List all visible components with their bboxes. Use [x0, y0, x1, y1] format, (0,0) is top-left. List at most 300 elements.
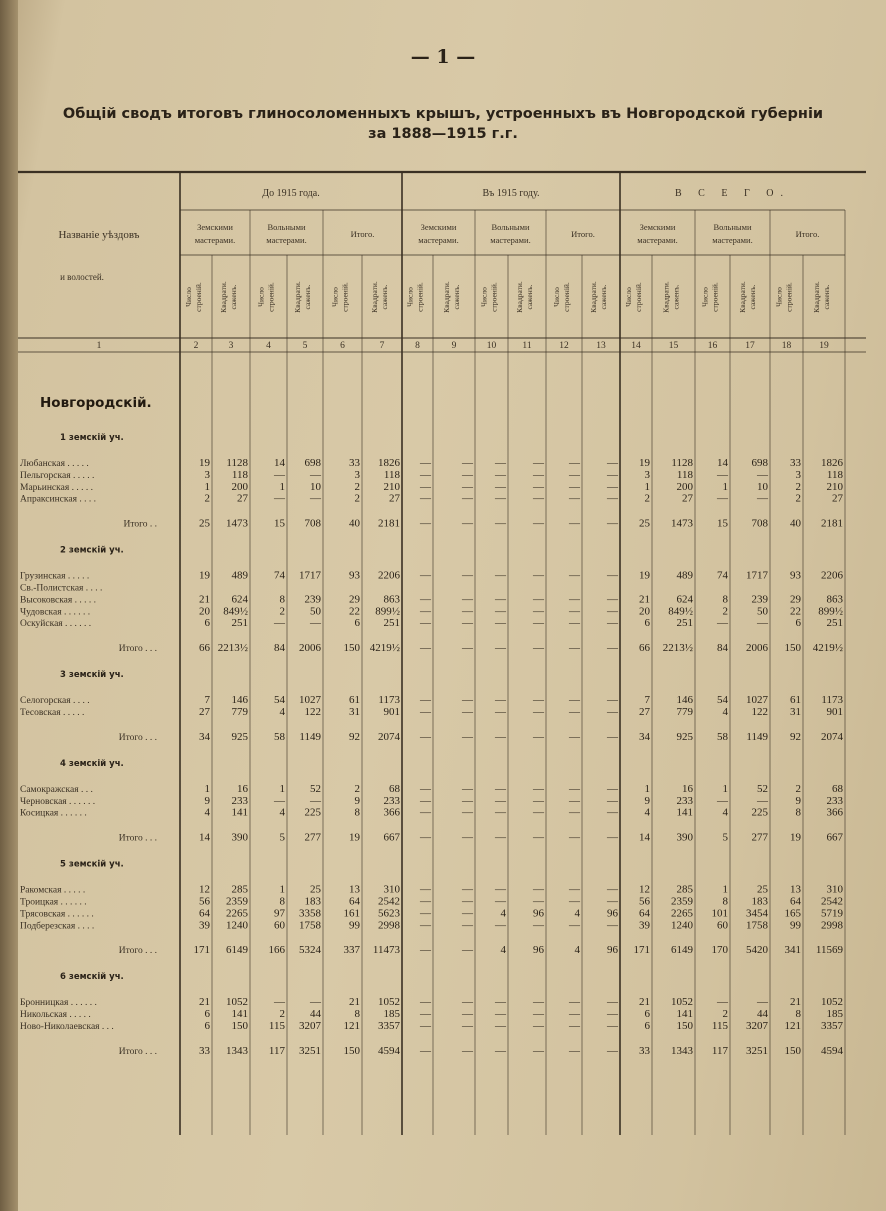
row-value: 2265: [226, 907, 248, 920]
column-number: 8: [415, 341, 420, 351]
row-value: —: [462, 919, 473, 932]
row-value: 141: [676, 806, 693, 819]
total-value: —: [495, 642, 506, 655]
row-value: 1: [279, 480, 285, 493]
name-col-header: Названіе уѣздовъ: [58, 229, 140, 241]
row-value: 4: [279, 706, 285, 718]
row-name: Оскуйская . . . . . .: [20, 619, 92, 630]
row-value: —: [533, 782, 544, 795]
column-header: Число: [552, 287, 561, 307]
row-value: —: [569, 706, 580, 718]
row-value: 21: [349, 996, 360, 1009]
row-value: 115: [711, 1020, 728, 1032]
column-number: 10: [486, 341, 497, 351]
column-header: строеній.: [562, 282, 571, 312]
row-value: 1128: [226, 457, 248, 469]
row-value: 14: [274, 457, 285, 469]
row-value: 6: [354, 617, 360, 630]
row-value: 1826: [378, 457, 400, 469]
total-value: 708: [304, 517, 321, 530]
row-value: 22: [790, 605, 801, 618]
row-value: —: [607, 569, 618, 582]
row-value: 68: [389, 782, 400, 795]
row-value: —: [607, 480, 618, 493]
row-value: —: [495, 706, 506, 718]
row-value: 150: [676, 1020, 693, 1032]
total-value: —: [533, 517, 544, 530]
row-value: —: [462, 492, 473, 505]
row-value: 39: [199, 919, 210, 932]
row-value: 624: [676, 593, 693, 606]
row-value: —: [533, 605, 544, 618]
subgroup-header: мастерами.: [712, 235, 753, 245]
row-value: 27: [199, 706, 210, 718]
row-value: —: [757, 794, 768, 807]
row-value: 6: [204, 617, 210, 630]
column-number: 5: [302, 341, 308, 351]
row-value: —: [717, 794, 728, 807]
row-value: 93: [349, 569, 360, 582]
row-value: 9: [644, 794, 650, 807]
column-number: 17: [745, 341, 755, 351]
row-value: 122: [751, 706, 768, 718]
column-header: Число: [405, 287, 415, 307]
total-value: 33: [199, 1044, 210, 1057]
total-value: 341: [784, 944, 801, 957]
total-value: —: [607, 1044, 618, 1057]
column-number: 1: [96, 341, 102, 351]
row-value: —: [495, 883, 506, 896]
total-value: 925: [676, 730, 693, 743]
row-value: 3207: [299, 1020, 321, 1032]
subgroup-header: мастерами.: [637, 235, 678, 245]
row-value: 54: [717, 694, 728, 707]
total-value: —: [607, 831, 618, 844]
row-value: 6: [644, 1020, 650, 1032]
row-value: 8: [795, 1008, 801, 1021]
row-value: 698: [751, 457, 768, 469]
row-value: —: [420, 806, 431, 819]
row-value: 60: [717, 919, 728, 932]
total-value: —: [462, 517, 473, 530]
row-value: 366: [383, 806, 400, 819]
row-value: 698: [304, 457, 321, 469]
row-value: 4: [722, 806, 728, 819]
total-value: 667: [383, 831, 400, 844]
row-value: 19: [639, 457, 650, 469]
section-title: 5 земскій уч.: [60, 859, 124, 870]
subgroup-header: Вольными: [267, 222, 306, 232]
total-value: —: [569, 517, 580, 530]
row-value: 122: [304, 706, 321, 718]
total-value: —: [420, 831, 431, 844]
row-value: 14: [717, 457, 728, 469]
column-number: 19: [819, 341, 829, 351]
row-value: 1758: [746, 919, 768, 932]
row-value: 141: [231, 1008, 248, 1021]
row-value: —: [420, 895, 431, 908]
total-value: —: [462, 730, 473, 743]
section-title: 1 земскій уч.: [60, 433, 124, 443]
total-value: 40: [349, 517, 360, 530]
row-value: —: [533, 996, 544, 1009]
row-value: —: [495, 794, 506, 807]
row-value: 3: [644, 468, 650, 481]
total-value: —: [533, 730, 544, 743]
row-value: 2: [795, 492, 801, 505]
row-value: —: [462, 1008, 473, 1021]
subgroup-header: Земскими: [420, 222, 457, 232]
total-value: 84: [717, 642, 728, 655]
row-name: Грузинская . . . . .: [20, 571, 90, 582]
row-value: —: [495, 694, 506, 707]
row-value: 33: [790, 457, 801, 469]
row-value: 285: [231, 883, 248, 896]
total-value: 277: [751, 831, 768, 844]
row-value: —: [607, 895, 618, 908]
subgroup-header: Земскими: [639, 222, 676, 232]
total-value: 1149: [746, 730, 768, 743]
row-value: 1: [644, 782, 650, 795]
row-value: —: [757, 468, 768, 481]
column-header: строеній.: [266, 282, 276, 312]
row-value: 50: [310, 605, 321, 618]
row-value: —: [569, 617, 580, 630]
row-value: 27: [237, 492, 248, 505]
row-value: —: [462, 794, 473, 807]
row-value: —: [420, 468, 431, 481]
row-value: 5623: [378, 907, 400, 920]
row-value: —: [717, 617, 728, 630]
row-value: 8: [354, 1008, 360, 1021]
row-value: —: [310, 794, 321, 807]
row-value: 56: [199, 895, 210, 908]
total-value: —: [569, 1044, 580, 1057]
total-value: —: [495, 730, 506, 743]
row-value: —: [533, 794, 544, 807]
row-value: —: [607, 457, 618, 469]
row-value: 6: [204, 1008, 210, 1021]
row-value: 56: [639, 895, 650, 908]
total-value: 6149: [671, 944, 693, 957]
row-value: —: [717, 492, 728, 505]
row-value: —: [757, 492, 768, 505]
total-label: Итого . . .: [118, 833, 157, 844]
row-value: —: [607, 694, 618, 707]
row-value: —: [569, 883, 580, 896]
total-value: —: [462, 831, 473, 844]
row-value: 239: [751, 593, 768, 606]
total-value: —: [462, 944, 473, 957]
total-value: 166: [268, 944, 285, 957]
row-value: 366: [826, 806, 843, 819]
row-value: —: [607, 1008, 618, 1021]
total-value: 5: [279, 831, 285, 844]
row-value: 61: [349, 694, 360, 707]
row-value: 2998: [821, 919, 843, 932]
row-value: 4: [204, 806, 210, 819]
total-value: 96: [533, 944, 544, 957]
row-value: 12: [199, 883, 210, 896]
row-value: —: [569, 593, 580, 606]
total-value: 171: [633, 944, 650, 957]
row-value: 1: [204, 480, 210, 493]
row-value: —: [462, 569, 473, 582]
row-value: 146: [676, 694, 693, 707]
total-value: 6149: [226, 944, 248, 957]
column-number: 16: [707, 341, 718, 351]
group-header: Въ 1915 году.: [482, 188, 540, 199]
column-header: Квадрати.: [370, 281, 379, 313]
row-value: 200: [676, 480, 693, 493]
row-value: 210: [826, 480, 843, 493]
column-header: Квадрати.: [442, 281, 451, 313]
row-value: 489: [676, 569, 693, 582]
row-value: 1: [722, 883, 728, 896]
row-value: —: [495, 492, 506, 505]
row-value: 16: [682, 782, 693, 795]
row-value: 96: [533, 907, 544, 920]
row-value: 74: [717, 569, 728, 582]
row-value: 118: [826, 468, 843, 481]
row-value: 25: [757, 883, 768, 896]
row-value: 3358: [299, 907, 321, 920]
row-name: Троицкая . . . . . .: [20, 897, 87, 908]
page-number: — 1 —: [410, 46, 476, 68]
row-value: 4: [500, 907, 506, 920]
total-label: Итого . . .: [118, 732, 157, 743]
row-value: 225: [304, 806, 321, 819]
row-value: 489: [231, 569, 248, 582]
row-value: 141: [676, 1008, 693, 1021]
row-name: Тесовская . . . . .: [20, 708, 85, 718]
row-value: 20: [199, 605, 210, 618]
row-value: —: [420, 694, 431, 707]
total-value: 390: [231, 831, 248, 844]
row-value: 22: [349, 605, 360, 618]
row-value: 1027: [746, 694, 768, 707]
row-value: 8: [722, 895, 728, 908]
row-value: —: [462, 605, 473, 618]
total-value: 4594: [378, 1044, 400, 1057]
row-value: 2: [204, 492, 210, 505]
column-header: строеній.: [710, 282, 720, 312]
title-line-1: Общій сводъ итоговъ глиносоломенныхъ крышъ, устроенныхъ въ Новгородской губерніи: [62, 106, 824, 122]
row-value: 1717: [299, 569, 321, 582]
row-value: —: [420, 605, 431, 618]
row-name: Никольская . . . . .: [20, 1010, 91, 1021]
row-value: 1052: [671, 996, 693, 1009]
row-value: 185: [383, 1008, 400, 1021]
row-value: 1173: [821, 694, 843, 707]
total-value: 150: [343, 1044, 360, 1057]
row-value: 20: [639, 605, 650, 618]
row-value: 251: [826, 617, 843, 630]
subgroup-header: Земскими: [197, 222, 233, 232]
column-header: Квадрати.: [589, 281, 598, 313]
subgroup-header: Итого.: [795, 229, 820, 239]
row-value: 6: [204, 1020, 210, 1032]
subgroup-header: мастерами.: [266, 235, 307, 245]
row-value: 863: [826, 593, 843, 606]
row-value: 6: [644, 1008, 650, 1021]
subgroup-header: мастерами.: [194, 235, 236, 245]
total-value: 66: [199, 642, 210, 655]
column-header: строеній.: [340, 282, 350, 312]
row-value: —: [495, 457, 506, 469]
row-value: 31: [790, 706, 801, 718]
row-value: 21: [790, 996, 801, 1009]
row-value: 901: [826, 706, 843, 718]
row-value: 2206: [821, 569, 843, 582]
column-number: 14: [631, 341, 641, 351]
row-value: 29: [790, 593, 801, 606]
row-value: 1052: [821, 996, 843, 1009]
row-value: 141: [231, 806, 248, 819]
total-value: 4: [574, 944, 580, 957]
total-value: 25: [639, 517, 650, 530]
total-value: 277: [304, 831, 321, 844]
row-value: 64: [199, 907, 210, 920]
row-value: 2: [722, 605, 728, 618]
row-value: 1: [722, 480, 728, 493]
total-value: 84: [274, 642, 285, 655]
row-value: —: [533, 480, 544, 493]
row-value: 99: [790, 919, 801, 932]
row-value: —: [607, 593, 618, 606]
row-value: 8: [279, 593, 285, 606]
row-value: 19: [199, 457, 210, 469]
column-number: 6: [340, 341, 345, 351]
total-value: 150: [784, 642, 801, 655]
row-value: 121: [784, 1020, 801, 1032]
row-value: —: [462, 883, 473, 896]
total-value: 34: [199, 730, 210, 743]
row-value: —: [420, 706, 431, 718]
row-value: 233: [676, 794, 693, 807]
row-value: —: [462, 457, 473, 469]
total-value: 1473: [226, 517, 248, 530]
subgroup-header: Итого.: [571, 229, 595, 239]
group-header: До 1915 года.: [262, 188, 320, 199]
total-value: 5324: [299, 944, 321, 957]
total-value: 4219½: [812, 642, 843, 655]
total-value: 33: [639, 1044, 650, 1057]
row-value: 1: [722, 782, 728, 795]
row-value: —: [533, 706, 544, 718]
row-value: —: [274, 617, 285, 630]
row-value: 21: [199, 593, 210, 606]
row-value: 849½: [223, 605, 248, 618]
row-value: —: [607, 919, 618, 932]
row-value: 21: [199, 996, 210, 1009]
row-value: 1717: [746, 569, 768, 582]
total-value: 2213½: [662, 642, 693, 655]
row-value: —: [607, 782, 618, 795]
district-name: Новгородскій.: [40, 395, 152, 411]
row-value: 64: [639, 907, 650, 920]
total-value: 14: [639, 831, 650, 844]
total-value: —: [607, 730, 618, 743]
total-label: Итого . . .: [118, 644, 157, 655]
row-name: Апраксинская . . . .: [20, 494, 96, 505]
column-number: 4: [266, 341, 271, 351]
row-value: —: [533, 468, 544, 481]
row-value: —: [420, 480, 431, 493]
column-header: Число: [479, 287, 489, 307]
total-label: Итого . . .: [118, 1046, 157, 1057]
row-value: —: [569, 468, 580, 481]
row-name: Черновская . . . . . .: [20, 796, 96, 807]
row-value: 849½: [668, 605, 693, 618]
row-value: —: [757, 617, 768, 630]
row-value: —: [569, 794, 580, 807]
row-value: —: [607, 996, 618, 1009]
row-value: —: [420, 593, 431, 606]
column-number: 15: [668, 341, 679, 351]
row-value: 2: [644, 492, 650, 505]
row-value: —: [495, 468, 506, 481]
row-value: 1027: [299, 694, 321, 707]
row-name: Пельгорская . . . . .: [20, 470, 95, 481]
column-header: саженъ.: [229, 284, 238, 310]
total-value: —: [420, 730, 431, 743]
row-value: 251: [676, 617, 693, 630]
column-header: Число: [700, 287, 710, 307]
row-value: 3: [354, 468, 360, 481]
row-value: 8: [795, 806, 801, 819]
total-value: 1473: [671, 517, 693, 530]
column-number: 3: [228, 341, 234, 351]
row-value: 239: [304, 593, 321, 606]
total-value: 117: [711, 1044, 728, 1057]
total-value: 92: [349, 730, 360, 743]
row-value: 31: [349, 706, 360, 718]
row-value: 2: [354, 782, 360, 795]
row-value: 183: [751, 895, 768, 908]
row-value: 624: [231, 593, 248, 606]
row-value: —: [495, 996, 506, 1009]
row-value: 1: [204, 782, 210, 795]
row-value: 1: [279, 883, 285, 896]
row-value: —: [569, 569, 580, 582]
row-value: —: [569, 457, 580, 469]
row-value: —: [495, 782, 506, 795]
row-value: 13: [790, 883, 801, 896]
total-value: 25: [199, 517, 210, 530]
column-header: Квадрати.: [812, 281, 821, 313]
row-value: —: [495, 1020, 506, 1032]
row-name: Св.-Полистская . . . .: [20, 583, 103, 594]
total-value: 150: [784, 1044, 801, 1057]
row-value: 1128: [671, 457, 693, 469]
row-value: —: [495, 480, 506, 493]
total-value: —: [533, 1044, 544, 1057]
row-value: 233: [383, 794, 400, 807]
row-value: 101: [711, 907, 728, 920]
row-value: 64: [790, 895, 801, 908]
total-value: 96: [607, 944, 618, 957]
row-value: —: [569, 895, 580, 908]
row-value: 2: [354, 492, 360, 505]
row-value: —: [462, 907, 473, 920]
row-value: 33: [349, 457, 360, 469]
row-value: —: [495, 605, 506, 618]
row-value: 52: [310, 782, 321, 795]
row-value: —: [495, 593, 506, 606]
row-value: 54: [274, 694, 285, 707]
column-header: саженъ.: [525, 284, 534, 310]
